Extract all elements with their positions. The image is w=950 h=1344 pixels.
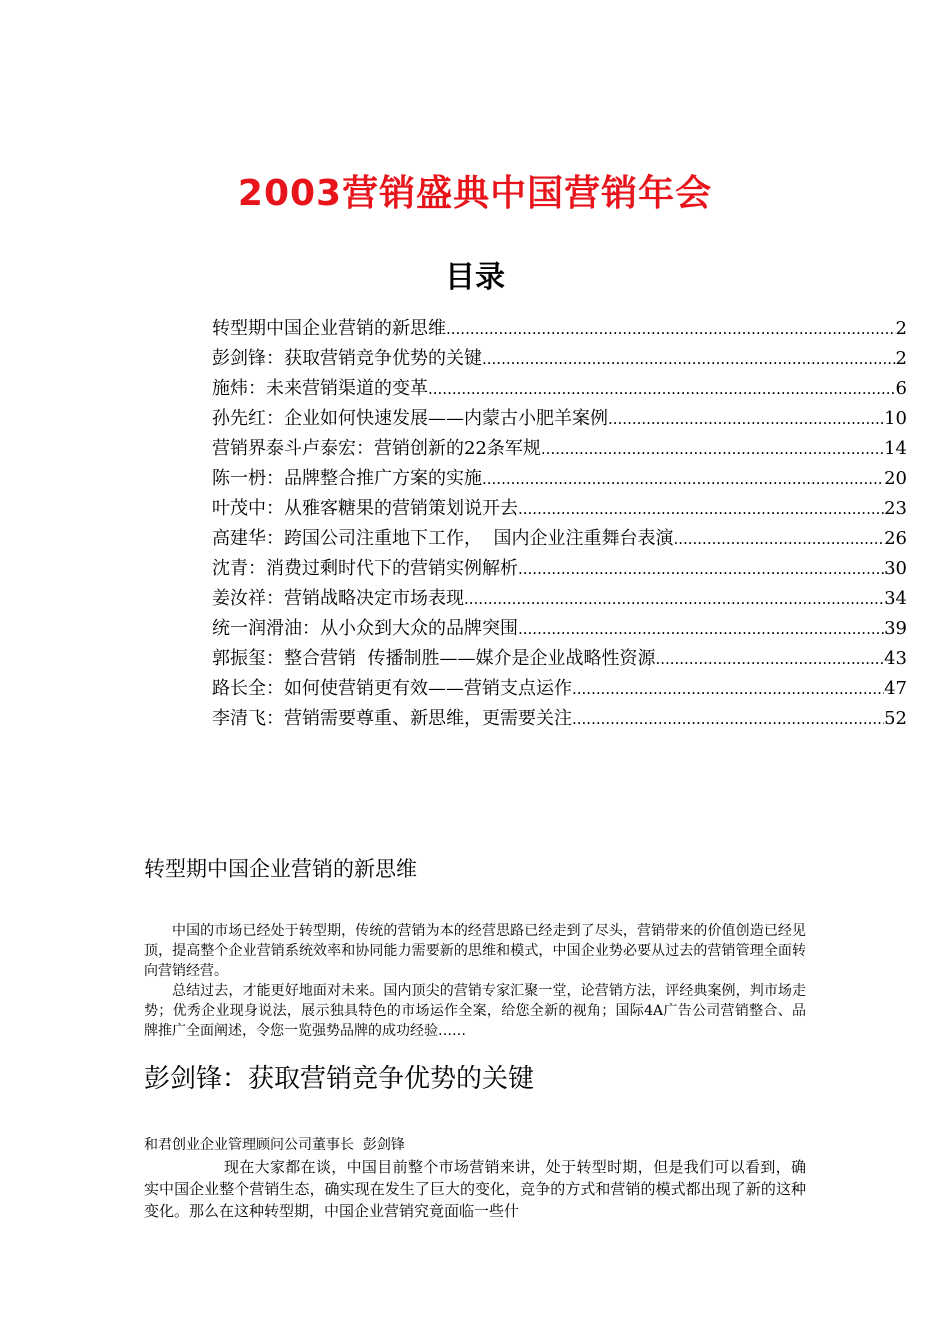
toc-page-number: 39 (884, 618, 907, 639)
toc-page-number: 2 (895, 348, 907, 369)
toc-page-number: 30 (884, 558, 907, 579)
toc-entry[interactable] (212, 404, 907, 434)
toc-page-number: 20 (884, 468, 907, 489)
toc-dot-leader (428, 374, 896, 404)
toc-page-number: 47 (884, 678, 907, 699)
toc-page-number: 34 (884, 588, 907, 609)
toc-entry-title: 郭振玺：整合营销 传播制胜——媒介是企业战略性资源 (212, 648, 656, 669)
toc-entry-title: 统一润滑油：从小众到大众的品牌突围 (212, 618, 518, 639)
toc-page-number: 2 (895, 318, 907, 339)
toc-entry-title: 彭剑锋：获取营销竞争优势的关键 (212, 348, 482, 369)
toc-entry[interactable] (212, 464, 907, 494)
toc-entry[interactable] (212, 614, 907, 644)
toc-dot-leader (518, 614, 884, 644)
toc-dot-leader (608, 404, 884, 434)
toc-entry-title: 姜汝祥：营销战略决定市场表现 (212, 588, 464, 609)
paragraph: 现在大家都在谈，中国目前整个市场营销来讲，处于转型时期，但是我们可以看到，确实中国企业整个营销生态，确实现在发生了巨大的变化，竞争的方式和营销的模式都出现了新的这种变化。那么在这种转型期，中国企业营销究竟面临一些什 (144, 1158, 806, 1220)
paragraph: 中国的市场已经处于转型期，传统的营销为本的经营思路已经走到了尽头，营销带来的价值创造已经见顶，提高整个企业营销系统效率和协同能力需要新的思维和模式，中国企业势必要从过去的营销管理全面转向营销经营。 (144, 923, 806, 979)
toc-entry-title: 李清飞：营销需要尊重、新思维，更需要关注 (212, 708, 572, 729)
toc-entry[interactable] (212, 314, 907, 344)
section-heading: 转型期中国企业营销的新思维 (144, 857, 417, 881)
toc-page-number: 52 (884, 708, 907, 729)
toc-entry-title: 叶茂中：从雅客糖果的营销策划说开去 (212, 498, 518, 519)
toc-entry[interactable] (212, 644, 907, 674)
author-byline: 和君创业企业管理顾问公司董事长 彭剑锋 (144, 1137, 405, 1153)
toc-dot-leader (541, 434, 884, 464)
toc-dot-leader (673, 524, 884, 554)
toc-page-number: 26 (884, 528, 907, 549)
toc-dot-leader (655, 644, 884, 674)
toc-page-number: 43 (884, 648, 907, 669)
toc-page-number: 10 (884, 408, 907, 429)
toc-dot-leader (482, 464, 884, 494)
toc-entry[interactable] (212, 524, 907, 554)
paragraph: 总结过去，才能更好地面对未来。国内顶尖的营销专家汇聚一堂，论营销方法，评经典案例，判市场走势；优秀企业现身说法，展示独具特色的市场运作全案，给您全新的视角；国际4A广告公司营销整合、品牌推广全面阐述，令您一览强势品牌的成功经验…… (144, 983, 806, 1039)
toc-heading: 目录 (445, 260, 505, 295)
document-title: 2003营销盛典中国营销年会 (237, 173, 713, 214)
toc-dot-leader (572, 674, 884, 704)
toc-dot-leader (464, 584, 884, 614)
toc-entry-title: 孙先红：企业如何快速发展——内蒙古小肥羊案例 (212, 408, 608, 429)
toc-page-number: 14 (884, 438, 907, 459)
toc-entry[interactable] (212, 434, 907, 464)
toc-entry-title: 营销界泰斗卢泰宏：营销创新的22条军规 (212, 438, 541, 459)
toc-dot-leader (482, 344, 896, 374)
toc-entry-title: 沈青：消费过剩时代下的营销实例解析 (212, 558, 518, 579)
toc-dot-leader (446, 314, 896, 344)
toc-entry-title: 转型期中国企业营销的新思维 (212, 318, 446, 339)
toc-entry[interactable] (212, 554, 907, 584)
toc-entry-title: 施炜：未来营销渠道的变革 (212, 378, 428, 399)
toc-dot-leader (518, 494, 884, 524)
toc-entry[interactable] (212, 494, 907, 524)
toc-entry-title: 高建华：跨国公司注重地下工作， 国内企业注重舞台表演 (212, 528, 674, 549)
table-of-contents (212, 314, 907, 734)
toc-entry-title: 陈一枬：品牌整合推广方案的实施 (212, 468, 482, 489)
toc-dot-leader (518, 554, 884, 584)
section-heading: 彭剑锋：获取营销竞争优势的关键 (144, 1064, 535, 1094)
toc-page-number: 23 (884, 498, 907, 519)
toc-entry-title: 路长全：如何使营销更有效——营销支点运作 (212, 678, 572, 699)
toc-entry[interactable] (212, 674, 907, 704)
toc-entry[interactable] (212, 584, 907, 614)
toc-entry[interactable] (212, 704, 907, 734)
toc-entry[interactable] (212, 344, 907, 374)
section-body (144, 921, 806, 1041)
toc-page-number: 6 (895, 378, 907, 399)
toc-entry[interactable] (212, 374, 907, 404)
toc-dot-leader (572, 704, 884, 734)
